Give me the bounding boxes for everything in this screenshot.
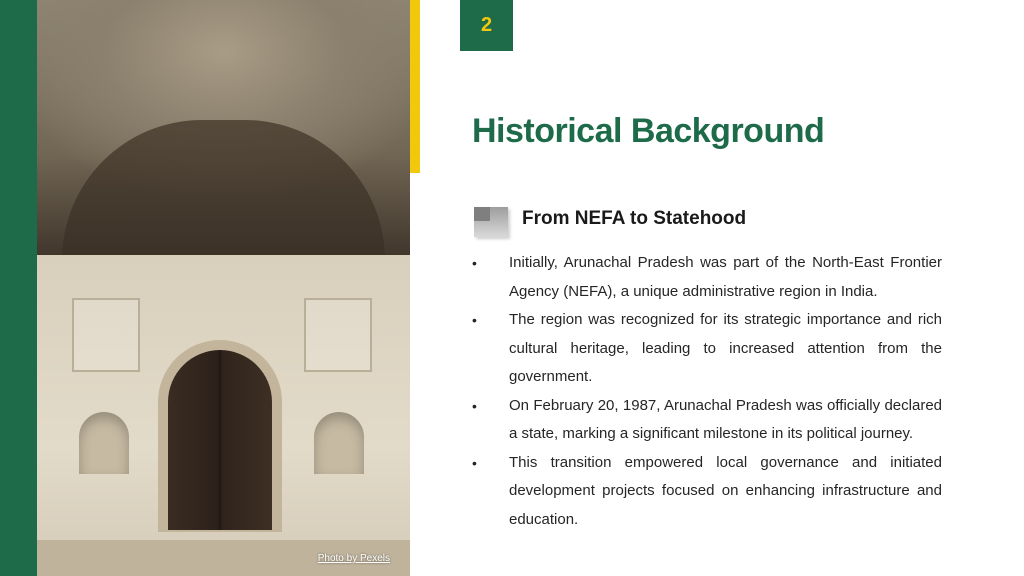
bullet-text: The region was recognized for its strategic importance and rich cultural heritage, leading to increased attention from the government. xyxy=(509,311,942,385)
slide-title: Historical Background xyxy=(472,112,825,150)
bullet-dot: • xyxy=(472,397,477,414)
historic-interior-photo xyxy=(37,0,410,576)
bullet-dot: • xyxy=(472,255,477,271)
square-block-icon xyxy=(474,207,508,237)
wooden-door xyxy=(168,350,272,530)
accent-bar xyxy=(410,0,420,173)
list-item xyxy=(472,392,942,449)
section-subtitle: From NEFA to Statehood xyxy=(522,208,747,229)
left-green-band xyxy=(0,0,37,576)
list-item xyxy=(472,449,942,535)
bullet-text: This transition empowered local governance and initiated development projects focused on enhancing infrastructure and education. xyxy=(509,453,942,528)
bullet-text: On February 20, 1987, Arunachal Pradesh was officially declared a state, marking a significant milestone in its political journey. xyxy=(509,396,942,442)
wall-panel xyxy=(72,298,140,372)
wall-niche xyxy=(314,412,364,474)
bullet-text: Initially, Arunachal Pradesh was part of the North-East Frontier Agency (NEFA), a unique administrative region in India. xyxy=(509,254,942,300)
wall-niche xyxy=(79,412,129,474)
list-item xyxy=(472,249,942,306)
list-item xyxy=(472,306,942,392)
bullet-list xyxy=(472,249,942,534)
bullet-dot: • xyxy=(472,454,477,471)
page-number-badge: 2 xyxy=(460,0,513,51)
wall-panel xyxy=(304,298,372,372)
bullet-dot: • xyxy=(472,312,477,328)
photo-credit-link[interactable]: Photo by Pexels xyxy=(317,553,390,564)
